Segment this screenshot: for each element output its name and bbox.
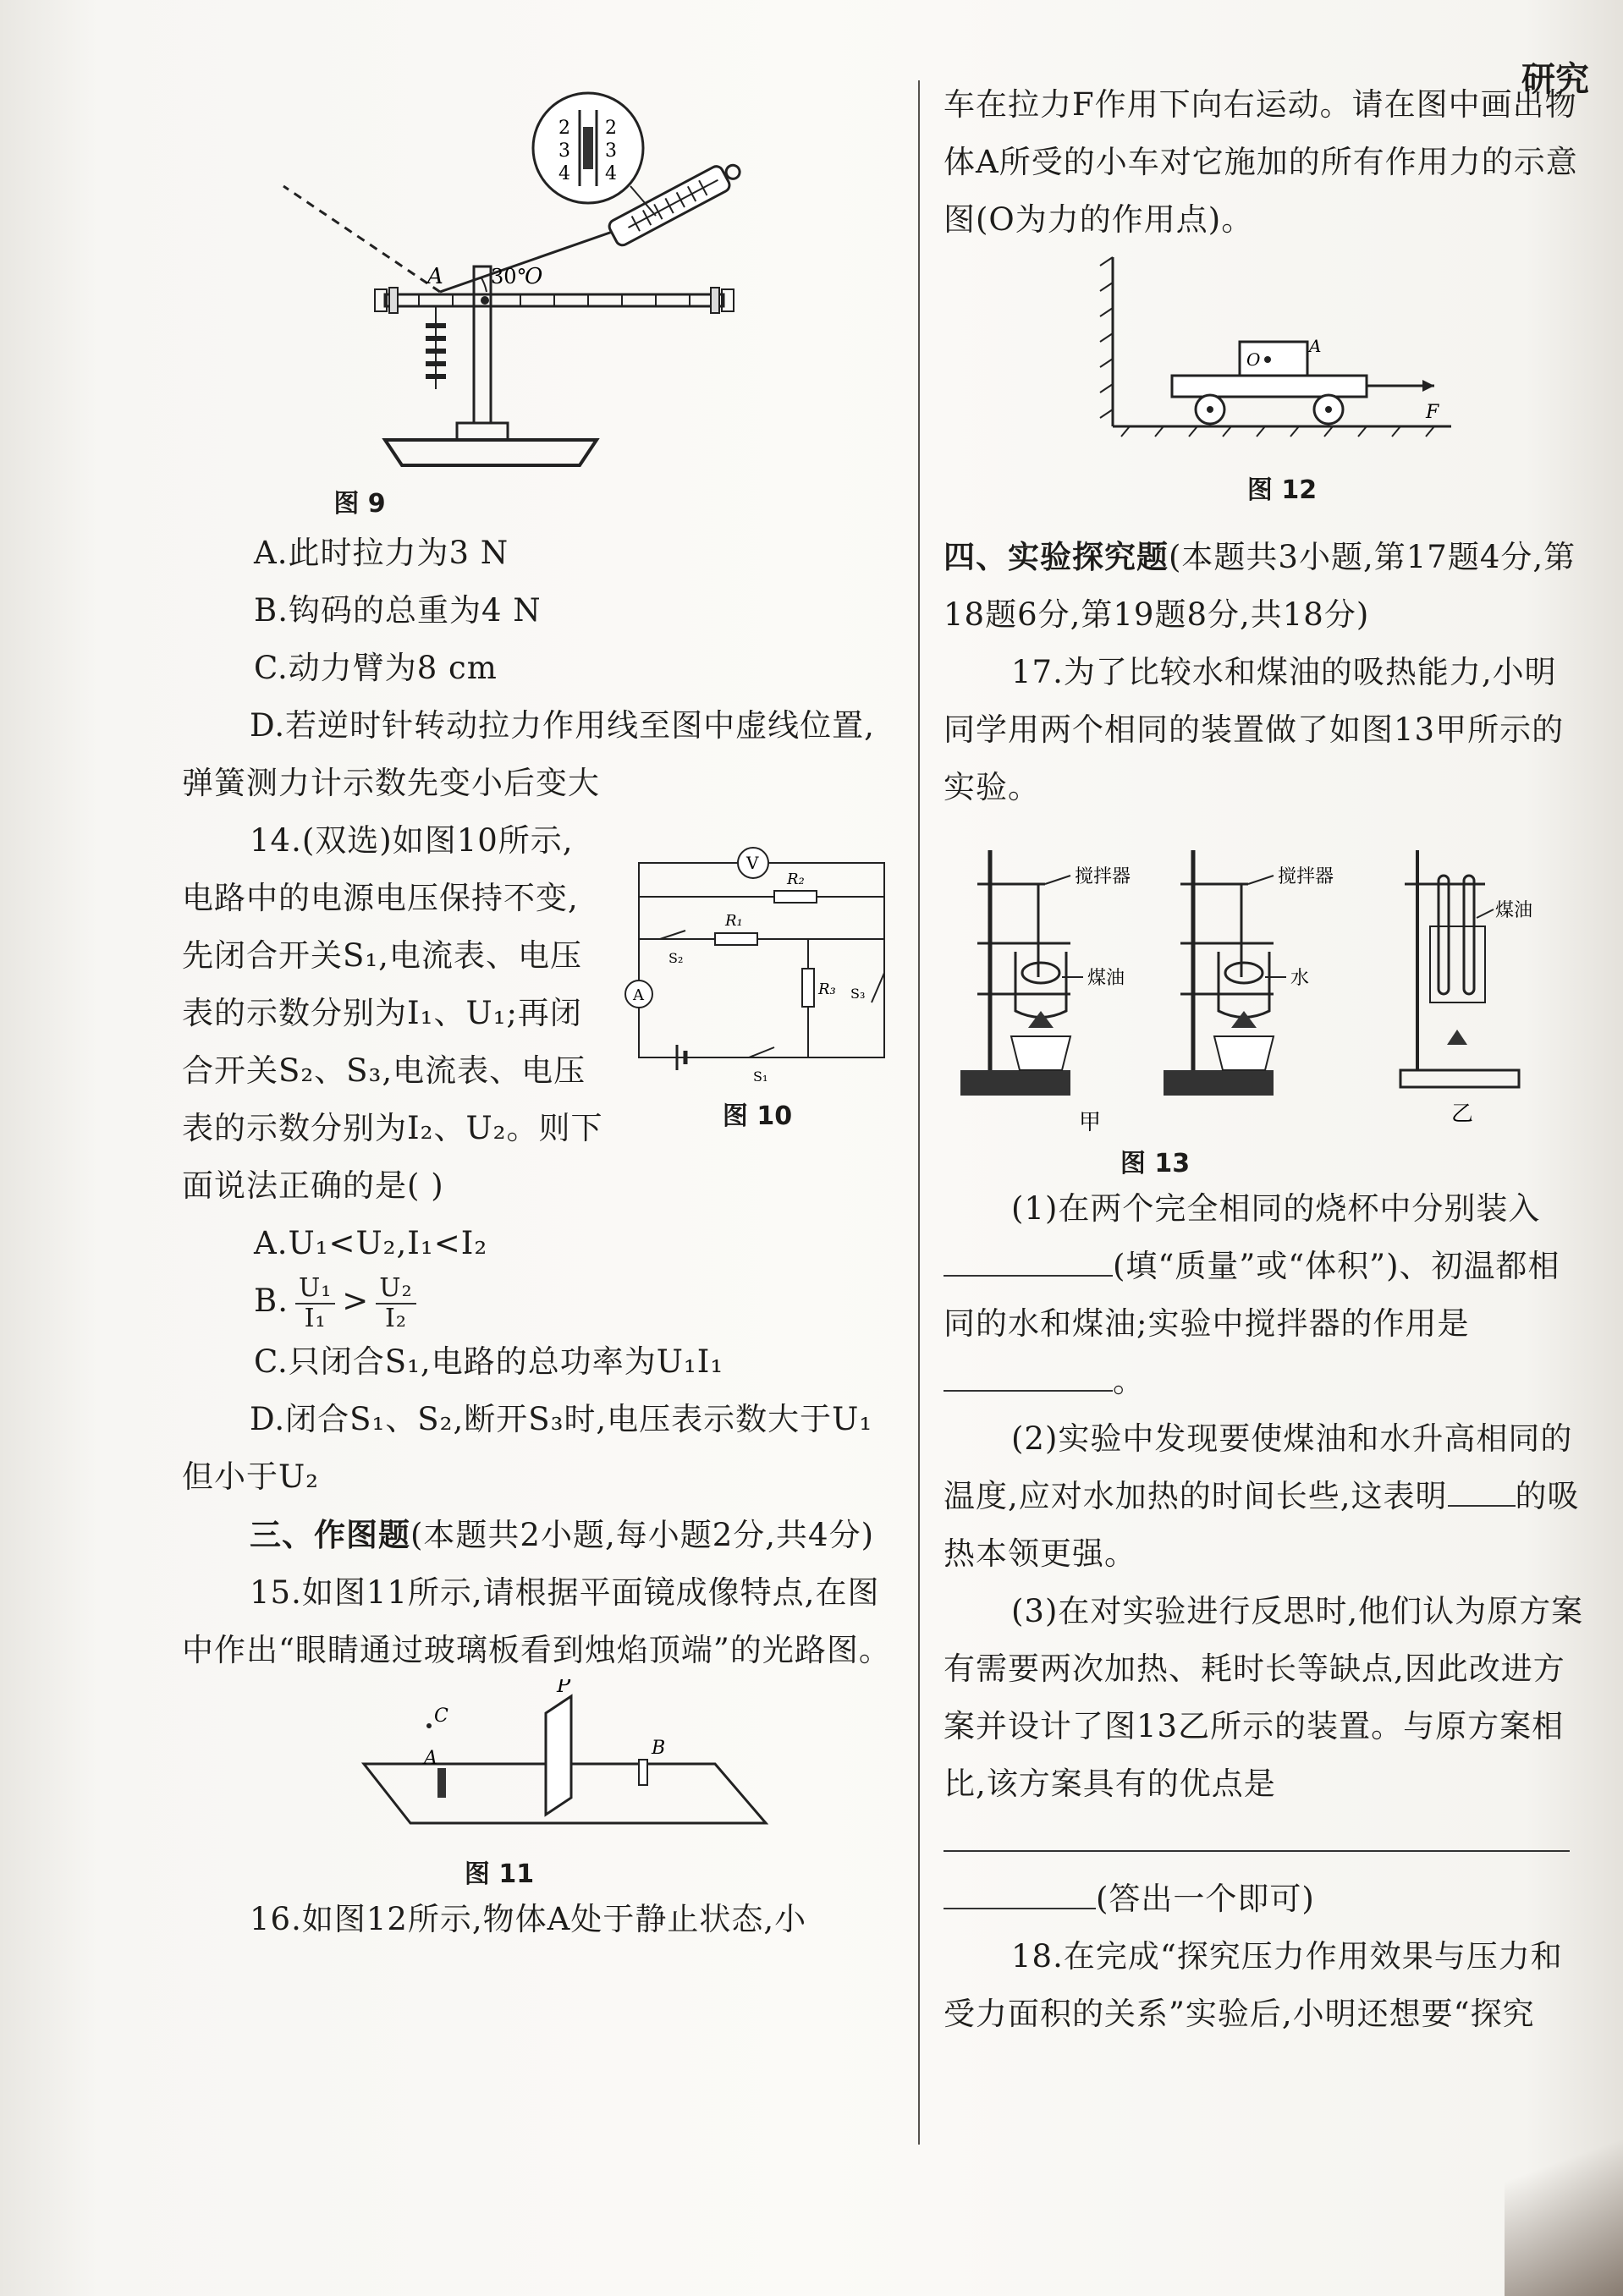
q14-option-c: C.只闭合S₁,电路的总功率为U₁I₁ [254, 1343, 724, 1380]
s2-label: S₂ [668, 950, 684, 966]
label-jia: 甲 [1079, 1110, 1102, 1135]
label-yi: 乙 [1451, 1101, 1474, 1127]
figure-13 [944, 816, 1587, 1180]
scale-mark-2-right: 2 [605, 118, 617, 139]
section-4-note: (本题共3小题,第17题4分,第18题6分,第19题8分,共18分) [944, 539, 1576, 633]
kerosene-label-1: 煤油 [1087, 968, 1125, 989]
column-divider [918, 80, 920, 2145]
stirrer-label-1: 搅拌器 [1075, 866, 1131, 887]
s3-label: S₃ [850, 986, 866, 1002]
q17-part-1-b: (填“质量”或“体积”)、初温都相同的水和煤油;实验中搅拌器的作用是 [944, 1248, 1560, 1342]
q17-part-1-a: (1)在两个完全相同的烧杯中分别装入 [1011, 1190, 1541, 1227]
q14-intro: 14.(双选)如图10所示,电路中的电源电压保持不变,先闭合开关S₁,电流表、电压表的示数分别为I₁、U₁;再闭合开关S₂、S₃,电流表、电压表的示数分别为I₂、U₂。则下面说法正确的是( ) [182, 822, 603, 1204]
figure-12-caption: 图 12 [1246, 475, 1318, 505]
figure-10-circuit [622, 812, 893, 1132]
figure-12 [944, 249, 1587, 503]
q17-blank-5[interactable] [944, 1908, 1096, 1909]
angle-label: 30° [491, 265, 527, 288]
scale-mark-3-right: 3 [605, 140, 617, 162]
figure-11-drawing [182, 1679, 893, 1848]
figure-13-drawing [944, 816, 1587, 1138]
q13-option-d: D.若逆时针转动拉力作用线至图中虚线位置,弹簧测力计示数先变小后变大 [182, 707, 875, 801]
fraction-u1-i1 [295, 1274, 335, 1333]
q17-blank-2[interactable] [944, 1390, 1113, 1392]
q14-option-b-prefix: B. [254, 1283, 289, 1319]
q18-text: 18.在完成“探究压力作用效果与压力和受力面积的关系”实验后,小明还想要“探究 [944, 1938, 1563, 2032]
figure-13-caption: 图 13 [1120, 1149, 1191, 1178]
q17-part-3-hint: (答出一个即可) [1096, 1881, 1315, 1917]
q15-text: 15.如图11所示,请根据平面镜成像特点,在图中作出“眼睛通过玻璃板看到烛焰顶端”的光路图。 [182, 1574, 891, 1668]
point-a-label-fig11: A [424, 1747, 437, 1769]
fraction-numerator-u1: U₁ [295, 1274, 335, 1305]
figure-9-drawing [182, 76, 893, 525]
fraction-denominator-i1: I₁ [304, 1303, 327, 1333]
fraction-numerator-u2: U₂ [376, 1274, 415, 1305]
point-c-label: C [434, 1705, 448, 1727]
q17-part-3 [944, 1583, 1587, 1928]
kerosene-label-2: 煤油 [1495, 900, 1533, 921]
figure-9-caption: 图 9 [333, 489, 386, 519]
fraction-denominator-i2: I₂ [384, 1303, 407, 1333]
voltmeter-label: V [746, 853, 759, 873]
figure-11-caption: 图 11 [464, 1859, 535, 1889]
point-o-label-fig12: O [1246, 349, 1261, 370]
figure-10-drawing [622, 812, 893, 1091]
figure-12-drawing [944, 249, 1587, 469]
right-column [944, 76, 1587, 2043]
scale-mark-2-left: 2 [558, 118, 570, 139]
scale-mark-4-right: 4 [605, 163, 617, 184]
figure-11 [182, 1679, 893, 1891]
q17-blank-4[interactable] [944, 1850, 1570, 1852]
q17-part-2-b: 的吸热本领更强。 [944, 1478, 1580, 1572]
scale-mark-3-left: 3 [558, 140, 570, 162]
q17-part-3-text: (3)在对实验进行反思时,他们认为原方案有需要两次加热、耗时长等缺点,因此改进方案并设计了图13乙所示的装置。与原方案相比,该方案具有的优点是 [944, 1593, 1584, 1802]
comparison-operator: > [342, 1283, 370, 1319]
q14-option-a: A.U₁<U₂,I₁<I₂ [254, 1225, 488, 1261]
q17-part-1 [944, 1180, 1587, 1410]
r3-label: R₃ [818, 980, 836, 998]
mirror-p-label: P [557, 1678, 571, 1697]
ammeter-label: A [633, 986, 644, 1004]
scale-mark-4-left: 4 [558, 163, 570, 184]
question-14 [182, 812, 893, 1506]
q17-part-2-a: (2)实验中发现要使煤油和水升高相同的温度,应对水加热的时间长些,这表明 [944, 1420, 1573, 1514]
section-3-note: (本题共2小题,每小题2分,共4分) [410, 1516, 875, 1553]
page-corner-shadow [1505, 2076, 1623, 2296]
question-13-options [182, 525, 893, 812]
q14-option-b [182, 1272, 893, 1333]
q17-part-1-end: 。 [1113, 1363, 1145, 1399]
fraction-u2-i2 [376, 1274, 415, 1333]
section-3-heading [182, 1506, 893, 1564]
q16-continued: 车在拉力F作用下向右运动。请在图中画出物体A所受的小车对它施加的所有作用力的示意图(O为力的作用点)。 [944, 86, 1578, 238]
q16-text: 16.如图12所示,物体A处于静止状态,小 [250, 1900, 807, 1937]
q17-intro: 17.为了比较水和煤油的吸热能力,小明同学用两个相同的装置做了如图13甲所示的实验。 [944, 654, 1565, 805]
block-a-label: A [1309, 336, 1322, 356]
r2-label: R₂ [787, 871, 805, 888]
q14-text-block [182, 812, 605, 1215]
water-label: 水 [1290, 968, 1310, 989]
s1-label: S₁ [753, 1068, 768, 1085]
figure-9 [182, 76, 893, 525]
point-a-label: A [427, 264, 443, 289]
q17-blank-1[interactable] [944, 1275, 1113, 1277]
r1-label: R₁ [725, 912, 743, 930]
section-4-heading [944, 528, 1587, 644]
section-4-title: 四、实验探究题 [944, 538, 1169, 575]
q17-part-2 [944, 1410, 1587, 1583]
point-b-label: B [652, 1737, 666, 1759]
force-f-label: F [1426, 402, 1439, 423]
point-o-label: O [525, 264, 543, 289]
left-column [182, 76, 893, 1948]
stirrer-label-2: 搅拌器 [1278, 866, 1334, 887]
figure-10-caption: 图 10 [722, 1101, 793, 1131]
q17-blank-3[interactable] [1448, 1505, 1516, 1507]
q13-option-a: A.此时拉力为3 N [254, 535, 509, 571]
page-header-mark: 研究 [1521, 60, 1589, 99]
section-3-title: 三、作图题 [250, 1515, 410, 1553]
q13-option-c: C.动力臂为8 cm [254, 650, 498, 686]
q13-option-b: B.钩码的总重为4 N [254, 592, 542, 629]
q14-option-d: D.闭合S₁、S₂,断开S₃时,电压表示数大于U₁但小于U₂ [182, 1400, 873, 1495]
